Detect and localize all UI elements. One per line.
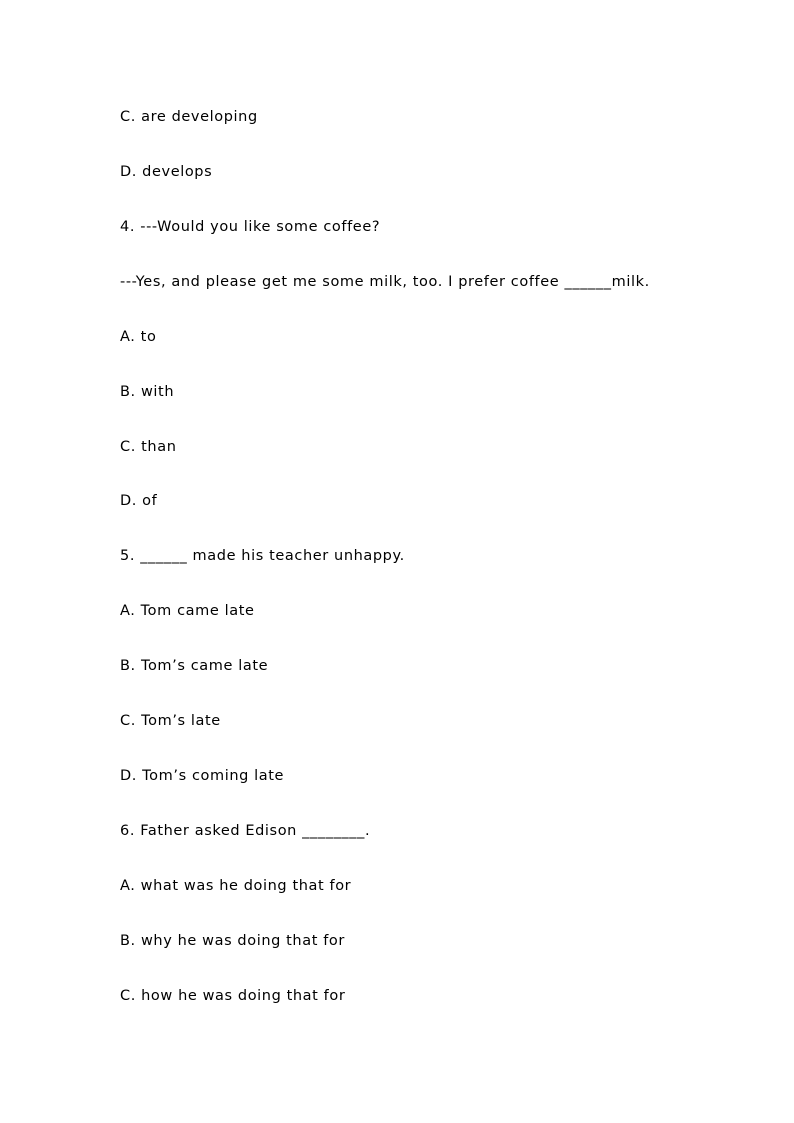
answer-option-4b: B. with [120, 384, 175, 400]
answer-option-4a: A. to [120, 329, 157, 345]
answer-option-5b: B. Tom’s came late [120, 658, 269, 674]
question-5-stem: 5. ______ made his teacher unhappy. [120, 548, 405, 564]
answer-option-4c: C. than [120, 439, 177, 455]
question-4-prompt: 4. ---Would you like some coffee? [120, 219, 381, 235]
answer-option-6b: B. why he was doing that for [120, 933, 345, 949]
question-6-stem: 6. Father asked Edison ________. [120, 823, 371, 839]
answer-option-3d: D. develops [120, 164, 213, 180]
answer-option-5a: A. Tom came late [120, 603, 255, 619]
answer-option-3c: C. are developing [120, 109, 258, 125]
answer-option-5c: C. Tom’s late [120, 713, 221, 729]
answer-option-5d: D. Tom’s coming late [120, 768, 285, 784]
question-4-stem: ---Yes, and please get me some milk, too. I prefer coffee ______milk. [120, 274, 650, 290]
answer-option-4d: D. of [120, 493, 158, 509]
answer-option-6a: A. what was he doing that for [120, 878, 352, 894]
answer-option-6c: C. how he was doing that for [120, 988, 346, 1004]
